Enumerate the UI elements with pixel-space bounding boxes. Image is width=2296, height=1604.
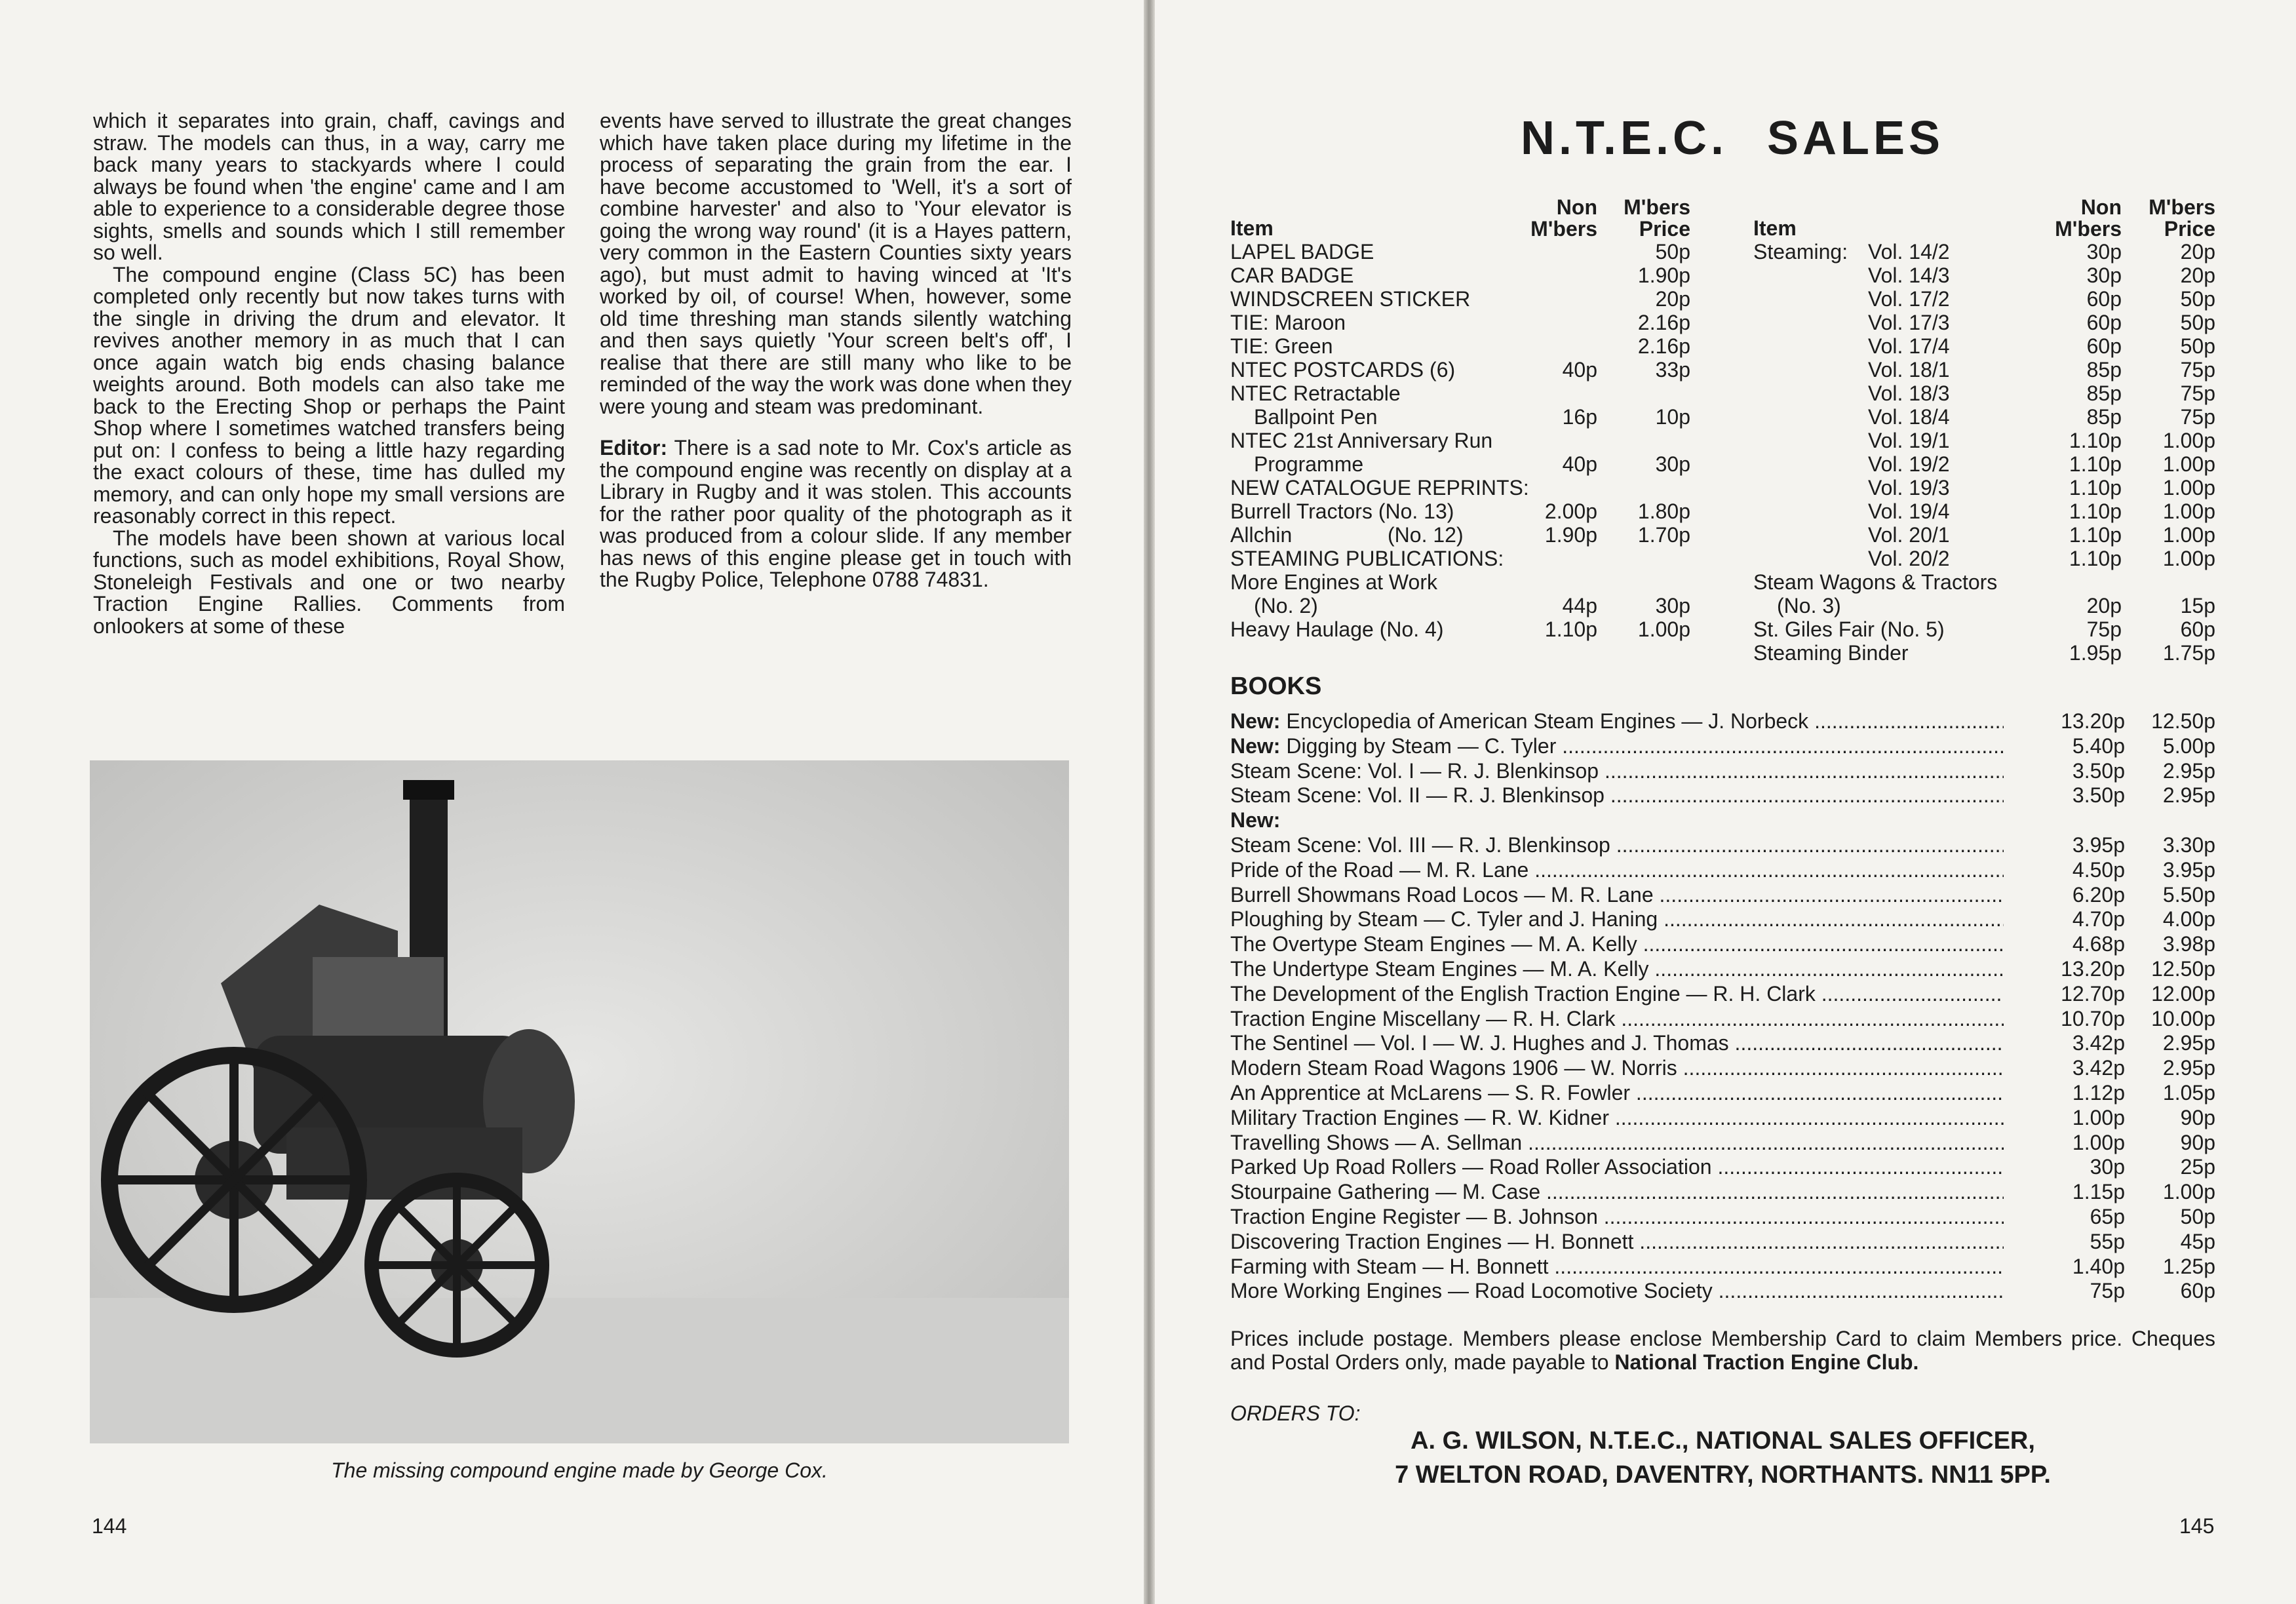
non-member-price: 1.95p bbox=[2069, 641, 2122, 665]
non-member-price: 3.50p bbox=[2072, 783, 2125, 808]
book-title bbox=[1230, 982, 2004, 1007]
table-row bbox=[1230, 287, 1709, 311]
catalogue-heading: NEW CATALOGUE REPRINTS: bbox=[1230, 476, 1529, 499]
item-number: (No. 12) bbox=[1388, 523, 1464, 547]
table-row bbox=[1230, 405, 1709, 429]
table-row bbox=[1753, 429, 2215, 452]
member-price: 12.50p bbox=[2151, 956, 2215, 981]
table-row bbox=[1230, 264, 1709, 287]
book-title-text: Pride of the Road — M. R. Lane bbox=[1230, 857, 1529, 882]
book-title bbox=[1230, 833, 2004, 858]
non-member-price: 1.10p bbox=[1544, 617, 1597, 641]
article-column-left bbox=[93, 110, 565, 637]
sales-table-right bbox=[1753, 197, 2215, 665]
non-member-price: 4.68p bbox=[2072, 932, 2125, 956]
book-row bbox=[1230, 1205, 2215, 1230]
title-ntec: N.T.E.C. bbox=[1521, 112, 1728, 165]
item-name: Allchin bbox=[1230, 523, 1293, 547]
book-row bbox=[1230, 1255, 2215, 1280]
book-title-text: Ploughing by Steam — C. Tyler and J. Haning bbox=[1230, 907, 1658, 931]
book-row bbox=[1230, 783, 2215, 808]
item-name: NTEC POSTCARDS (6) bbox=[1230, 358, 1456, 381]
book-row bbox=[1230, 1007, 2215, 1032]
book-title bbox=[1230, 883, 2004, 908]
book-title bbox=[1230, 932, 2004, 957]
left-page bbox=[0, 0, 1144, 1604]
member-price: 2.16p bbox=[1637, 334, 1690, 358]
table-row bbox=[1753, 405, 2215, 429]
table-row bbox=[1753, 476, 2215, 499]
non-member-price: 3.50p bbox=[2072, 758, 2125, 783]
header-mb-1: M'bers bbox=[2149, 195, 2215, 219]
book-row bbox=[1230, 1081, 2215, 1106]
table-row bbox=[1753, 594, 2215, 617]
member-price: 1.00p bbox=[2162, 429, 2215, 452]
header-mb-2: Price bbox=[1639, 217, 1690, 241]
item-name: TIE: Maroon bbox=[1230, 311, 1346, 334]
book-title-text: Steam Scene: Vol. III — R. J. Blenkinsop bbox=[1230, 832, 1610, 857]
table-header bbox=[1230, 197, 1709, 240]
member-price: 30p bbox=[1655, 452, 1690, 476]
sales-address bbox=[1230, 1424, 2215, 1492]
book-row bbox=[1230, 709, 2215, 734]
member-price: 75p bbox=[2180, 381, 2215, 405]
non-member-price: 1.40p bbox=[2072, 1254, 2125, 1278]
editor-note bbox=[600, 437, 1072, 591]
book-title bbox=[1230, 734, 2004, 759]
non-member-price: 1.10p bbox=[2069, 476, 2122, 499]
non-member-price: 30p bbox=[2086, 264, 2122, 287]
traction-engine-photo bbox=[90, 760, 1069, 1443]
book-title-text: Traction Engine Miscellany — R. H. Clark bbox=[1230, 1006, 1616, 1030]
table-row bbox=[1753, 358, 2215, 381]
table-row bbox=[1753, 381, 2215, 405]
member-price: 10.00p bbox=[2151, 1006, 2215, 1030]
new-heading-row bbox=[1230, 808, 2215, 833]
member-price: 60p bbox=[2180, 617, 2215, 641]
table-row bbox=[1753, 547, 2215, 570]
book-title-text: Encyclopedia of American Steam Engines — J. Norbeck bbox=[1286, 709, 1809, 733]
new-label: New: bbox=[1230, 808, 1281, 832]
table-row bbox=[1230, 452, 1709, 476]
member-price: 1.70p bbox=[1637, 523, 1690, 547]
book-title-text: Parked Up Road Rollers — Road Roller Association bbox=[1230, 1155, 1712, 1179]
book-title bbox=[1230, 1255, 2004, 1280]
member-price: 12.50p bbox=[2151, 709, 2215, 733]
book-title-text: More Working Engines — Road Locomotive Society bbox=[1230, 1279, 1713, 1303]
non-member-price: 5.40p bbox=[2072, 734, 2125, 758]
member-price: 75p bbox=[2180, 358, 2215, 381]
member-price: 20p bbox=[2180, 240, 2215, 264]
note-text: Prices include postage. Members please enclose Membership Card to claim Members price. Cheques and Postal Orders only, made payable to bbox=[1230, 1327, 2215, 1374]
member-price: 50p bbox=[1655, 240, 1690, 264]
member-price: 2.95p bbox=[2162, 758, 2215, 783]
member-price: 50p bbox=[2180, 287, 2215, 311]
price-note bbox=[1230, 1327, 2215, 1374]
books-heading: BOOKS bbox=[1230, 673, 1322, 700]
member-price: 1.00p bbox=[2162, 452, 2215, 476]
non-member-price: 1.90p bbox=[1544, 523, 1597, 547]
table-row bbox=[1753, 570, 2215, 594]
page-number: 144 bbox=[92, 1514, 127, 1538]
item-name: Steam Wagons & Tractors bbox=[1753, 570, 1998, 594]
publications-heading: STEAMING PUBLICATIONS: bbox=[1230, 547, 1504, 570]
member-price: 1.00p bbox=[2162, 547, 2215, 570]
table-row bbox=[1753, 523, 2215, 547]
item-name: St. Giles Fair (No. 5) bbox=[1753, 617, 1945, 641]
member-price: 1.00p bbox=[2162, 1180, 2215, 1204]
member-price: 10p bbox=[1655, 405, 1690, 429]
non-member-price: 16p bbox=[1562, 405, 1597, 429]
member-price: 15p bbox=[2180, 594, 2215, 617]
non-member-price: 30p bbox=[2086, 240, 2122, 264]
member-price: 90p bbox=[2180, 1130, 2215, 1154]
non-member-price: 1.00p bbox=[2072, 1105, 2125, 1129]
volume-name: Vol. 19/1 bbox=[1868, 429, 1950, 452]
book-row bbox=[1230, 1031, 2215, 1056]
book-title-text: Traction Engine Register — B. Johnson bbox=[1230, 1204, 1598, 1228]
table-row bbox=[1753, 240, 2215, 264]
table-header bbox=[1753, 197, 2215, 240]
member-price: 12.00p bbox=[2151, 981, 2215, 1006]
non-member-price: 6.20p bbox=[2072, 882, 2125, 907]
section-heading bbox=[1230, 476, 1709, 499]
book-title-text: The Undertype Steam Engines — M. A. Kelly bbox=[1230, 956, 1649, 981]
section-heading bbox=[1230, 547, 1709, 570]
header-members bbox=[1556, 195, 1690, 241]
book-row bbox=[1230, 833, 2215, 858]
non-member-price: 44p bbox=[1562, 594, 1597, 617]
item-name: LAPEL BADGE bbox=[1230, 240, 1374, 264]
book-title-text: Steam Scene: Vol. I — R. J. Blenkinsop bbox=[1230, 758, 1599, 783]
book-title-text: Travelling Shows — A. Sellman bbox=[1230, 1130, 1523, 1154]
table-row bbox=[1230, 594, 1709, 617]
non-member-price: 1.15p bbox=[2072, 1180, 2125, 1204]
volume-name: Vol. 18/3 bbox=[1868, 381, 1950, 405]
table-row bbox=[1230, 240, 1709, 264]
non-member-price: 1.12p bbox=[2072, 1080, 2125, 1105]
item-name: Ballpoint Pen bbox=[1254, 405, 1378, 429]
member-price: 33p bbox=[1655, 358, 1690, 381]
member-price: 1.90p bbox=[1637, 264, 1690, 287]
book-title bbox=[1230, 709, 2004, 734]
item-name: NTEC Retractable bbox=[1230, 381, 1401, 405]
non-member-price: 1.10p bbox=[2069, 547, 2122, 570]
member-price: 2.95p bbox=[2162, 783, 2215, 808]
member-price: 90p bbox=[2180, 1105, 2215, 1129]
orders-label: ORDERS TO: bbox=[1230, 1401, 1361, 1425]
member-price: 60p bbox=[2180, 1279, 2215, 1303]
volume-name: Vol. 18/1 bbox=[1868, 358, 1950, 381]
book-title-text: Modern Steam Road Wagons 1906 — W. Norris bbox=[1230, 1056, 1677, 1080]
book-row bbox=[1230, 1230, 2215, 1255]
book-title bbox=[1230, 1081, 2004, 1106]
non-member-price: 4.50p bbox=[2072, 857, 2125, 882]
book-title bbox=[1230, 1155, 2004, 1180]
non-member-price: 4.70p bbox=[2072, 907, 2125, 931]
book-title-text: The Development of the English Traction Engine — R. H. Clark bbox=[1230, 981, 1816, 1006]
non-member-price: 3.42p bbox=[2072, 1056, 2125, 1080]
books-scene bbox=[1230, 759, 2215, 809]
book-title bbox=[1230, 1007, 2004, 1032]
book-title bbox=[1230, 1056, 2004, 1081]
book-title-text: Stourpaine Gathering — M. Case bbox=[1230, 1180, 1541, 1204]
member-price: 1.75p bbox=[2162, 641, 2215, 665]
book-title bbox=[1230, 759, 2004, 784]
editor-note-text: There is a sad note to Mr. Cox's article as the compound engine was recently on display at a Library in Rugby and it was stolen. This accounts for the rather poor quality of the photograph as it was produced from a colour slide. If any member has news of this engine please get in touch with the Rugby Police, Telephone 0788 74831. bbox=[600, 436, 1072, 591]
article-paragraph: events have served to illustrate the great changes which have taken place during my lifetime in the process of separating the grain from the ear. I have become accustomed to 'Well, it's a sort of combine harvester' and also to 'Your elevator is going the wrong way round' (it is a Hayes pattern, very common in the Eastern Counties sixty years ago), but must admit to having winced at 'It's worked by oil, of course! When, however, some old time threshing man stands silently watching and then says quietly 'Your screen belt's off', I realise that there are still many who like to be reminded of the way the work was done when they were young and steam was predominant. bbox=[600, 109, 1072, 418]
book-title bbox=[1230, 1205, 2004, 1230]
volume-name: Vol. 20/1 bbox=[1868, 523, 1950, 547]
table-row bbox=[1230, 570, 1709, 594]
non-member-price: 75p bbox=[2086, 617, 2122, 641]
header-non-1: Non bbox=[2080, 195, 2122, 219]
book-title-text: Steam Scene: Vol. II — R. J. Blenkinsop bbox=[1230, 783, 1605, 808]
member-price: 2.16p bbox=[1637, 311, 1690, 334]
member-price: 20p bbox=[2180, 264, 2215, 287]
non-member-price: 85p bbox=[2086, 381, 2122, 405]
table-row bbox=[1753, 452, 2215, 476]
volume-name: Vol. 17/2 bbox=[1868, 287, 1950, 311]
non-member-price: 3.42p bbox=[2072, 1031, 2125, 1055]
non-member-price: 85p bbox=[2086, 405, 2122, 429]
non-member-price: 13.20p bbox=[2061, 956, 2125, 981]
book-title-text: Military Traction Engines — R. W. Kidner bbox=[1230, 1105, 1609, 1129]
book-title bbox=[1230, 957, 2004, 982]
non-member-price: 65p bbox=[2090, 1204, 2125, 1228]
item-name: WINDSCREEN STICKER bbox=[1230, 287, 1471, 311]
item-name: Programme bbox=[1254, 452, 1364, 476]
book-title bbox=[1230, 1131, 2004, 1156]
table-row bbox=[1230, 358, 1709, 381]
member-price: 3.30p bbox=[2162, 832, 2215, 857]
member-price: 5.00p bbox=[2162, 734, 2215, 758]
non-member-price: 75p bbox=[2090, 1279, 2125, 1303]
book-title bbox=[1230, 1031, 2004, 1056]
book-row bbox=[1230, 932, 2215, 957]
member-price: 50p bbox=[2180, 334, 2215, 358]
table-row bbox=[1230, 381, 1709, 405]
header-mb-2: Price bbox=[2164, 217, 2215, 241]
editor-label: Editor: bbox=[600, 436, 668, 460]
non-member-price: 1.10p bbox=[2069, 429, 2122, 452]
non-member-price: 55p bbox=[2090, 1229, 2125, 1253]
non-member-price: 60p bbox=[2086, 334, 2122, 358]
book-row bbox=[1230, 1155, 2215, 1180]
member-price: 1.00p bbox=[2162, 476, 2215, 499]
page-title bbox=[1521, 111, 1944, 165]
table-row bbox=[1230, 523, 1709, 547]
book-title bbox=[1230, 907, 2004, 932]
member-price: 30p bbox=[1655, 594, 1690, 617]
non-member-price: 85p bbox=[2086, 358, 2122, 381]
book-title-text: Digging by Steam — C. Tyler bbox=[1286, 734, 1557, 758]
header-members bbox=[2084, 197, 2215, 240]
book-title bbox=[1230, 783, 2004, 808]
item-name: NTEC 21st Anniversary Run bbox=[1230, 429, 1493, 452]
steaming-volumes bbox=[1753, 240, 2215, 570]
header-non-2: M'bers bbox=[1530, 217, 1597, 241]
item-name: TIE: Green bbox=[1230, 334, 1333, 358]
books-new-top bbox=[1230, 709, 2215, 759]
non-member-price: 30p bbox=[2090, 1155, 2125, 1179]
non-member-price: 3.95p bbox=[2072, 832, 2125, 857]
member-price: 1.00p bbox=[2162, 523, 2215, 547]
item-name: CAR BADGE bbox=[1230, 264, 1354, 287]
member-price: 1.05p bbox=[2162, 1080, 2215, 1105]
volume-name: Vol. 19/2 bbox=[1868, 452, 1950, 476]
book-title bbox=[1230, 1279, 2004, 1304]
volume-name: Vol. 19/4 bbox=[1868, 499, 1950, 523]
volume-name: Vol. 18/4 bbox=[1868, 405, 1950, 429]
member-price: 1.00p bbox=[1637, 617, 1690, 641]
item-name: Steaming Binder bbox=[1753, 641, 1909, 665]
photo-caption: The missing compound engine made by George Cox. bbox=[331, 1458, 828, 1482]
table-row bbox=[1753, 287, 2215, 311]
book-row bbox=[1230, 957, 2215, 982]
member-price: 25p bbox=[2180, 1155, 2215, 1179]
item-name: More Engines at Work bbox=[1230, 570, 1437, 594]
article-paragraph: The models have been shown at various local functions, such as model exhibitions, Royal Show, Stoneleigh Festivals and one or two nearby Traction Engine Rallies. Comments from onlookers at some of these bbox=[93, 526, 565, 638]
table-row bbox=[1753, 311, 2215, 334]
member-price: 1.00p bbox=[2162, 499, 2215, 523]
page-number: 145 bbox=[2179, 1514, 2215, 1538]
book-row bbox=[1230, 982, 2215, 1007]
steaming-label: Steaming: bbox=[1753, 240, 1848, 264]
member-price: 45p bbox=[2180, 1229, 2215, 1253]
sales-table-left bbox=[1230, 197, 1709, 641]
non-member-price: 13.20p bbox=[2061, 709, 2125, 733]
books-new-list bbox=[1230, 833, 2215, 1304]
table-row bbox=[1230, 429, 1709, 452]
address-line-2: 7 WELTON ROAD, DAVENTRY, NORTHANTS. NN11 5PP. bbox=[1395, 1461, 2051, 1489]
book-row bbox=[1230, 1106, 2215, 1131]
book-row bbox=[1230, 858, 2215, 883]
book-title-text: Burrell Showmans Road Locos — M. R. Lane bbox=[1230, 882, 1654, 907]
item-name: Burrell Tractors (No. 13) bbox=[1230, 499, 1454, 523]
table-row bbox=[1753, 334, 2215, 358]
new-label: New: bbox=[1230, 734, 1281, 758]
item-name: Heavy Haulage (No. 4) bbox=[1230, 617, 1444, 641]
book-row bbox=[1230, 1180, 2215, 1205]
volume-name: Vol. 20/2 bbox=[1868, 547, 1950, 570]
header-non-2: M'bers bbox=[2055, 217, 2122, 241]
address-line-1: A. G. WILSON, N.T.E.C., NATIONAL SALES OFFICER, bbox=[1411, 1427, 2035, 1455]
member-price: 4.00p bbox=[2162, 907, 2215, 931]
book-row bbox=[1230, 734, 2215, 759]
non-member-price: 1.10p bbox=[2069, 523, 2122, 547]
non-member-price: 12.70p bbox=[2061, 981, 2125, 1006]
table-row bbox=[1753, 499, 2215, 523]
member-price: 75p bbox=[2180, 405, 2215, 429]
volume-name: Vol. 14/3 bbox=[1868, 264, 1950, 287]
article-paragraph: The compound engine (Class 5C) has been completed only recently but now takes turns with the single in driving the drum and elevator. It revives another memory in as much that I can once again watch big ends chasing balance weights around. Both models can also take me back to the Erecting Shop or perhaps the Paint Shop where I sometimes watched transfers being put on: I confess to being a little hazy regarding the exact colours of these, time has dulled my memory, and can only hope my small versions are reasonably correct in this repect. bbox=[93, 262, 565, 528]
member-price: 50p bbox=[2180, 1204, 2215, 1228]
member-price: 20p bbox=[1655, 287, 1690, 311]
book-row bbox=[1230, 907, 2215, 932]
book-row bbox=[1230, 1131, 2215, 1156]
non-member-price: 1.10p bbox=[2069, 499, 2122, 523]
non-member-price: 1.00p bbox=[2072, 1130, 2125, 1154]
item-name: (No. 3) bbox=[1777, 594, 1841, 617]
book-title-text: The Sentinel — Vol. I — W. J. Hughes and J. Thomas bbox=[1230, 1031, 1729, 1055]
book-title bbox=[1230, 858, 2004, 883]
non-member-price: 2.00p bbox=[1544, 499, 1597, 523]
member-price: 2.95p bbox=[2162, 1056, 2215, 1080]
book-title bbox=[1230, 1106, 2004, 1131]
book-title-text: An Apprentice at McLarens — S. R. Fowler bbox=[1230, 1080, 1631, 1105]
header-item: Item bbox=[1230, 216, 1274, 240]
table-row bbox=[1230, 617, 1709, 641]
non-member-price: 10.70p bbox=[2061, 1006, 2125, 1030]
member-price: 2.95p bbox=[2162, 1031, 2215, 1055]
volume-name: Vol. 17/3 bbox=[1868, 311, 1950, 334]
table-row bbox=[1753, 617, 2215, 641]
item-name: (No. 2) bbox=[1254, 594, 1318, 617]
non-member-price: 20p bbox=[2086, 594, 2122, 617]
table-row bbox=[1230, 311, 1709, 334]
book-title bbox=[1230, 1230, 2004, 1255]
header-item: Item bbox=[1753, 216, 1797, 240]
book-row bbox=[1230, 1056, 2215, 1081]
book-title-text: Farming with Steam — H. Bonnett bbox=[1230, 1254, 1549, 1278]
table-row bbox=[1753, 641, 2215, 665]
volume-name: Vol. 14/2 bbox=[1868, 240, 1950, 264]
volume-name: Vol. 17/4 bbox=[1868, 334, 1950, 358]
book-gutter bbox=[1144, 0, 1155, 1604]
note-club-name: National Traction Engine Club. bbox=[1614, 1350, 1919, 1374]
member-price: 50p bbox=[2180, 311, 2215, 334]
table-row bbox=[1230, 334, 1709, 358]
member-price: 3.98p bbox=[2162, 932, 2215, 956]
table-row bbox=[1230, 499, 1709, 523]
article-paragraph: which it separates into grain, chaff, cavings and straw. The models can thus, in a way, carry me back many years to stackyards where I could always be found when 'the engine' came and I am able to experience to a considerable degree those sights, smells and sounds which I still remember so well. bbox=[93, 109, 565, 264]
non-member-price: 60p bbox=[2086, 287, 2122, 311]
book-title-text: Discovering Traction Engines — H. Bonnett bbox=[1230, 1229, 1634, 1253]
article-column-right bbox=[600, 110, 1072, 591]
title-sales: SALES bbox=[1767, 112, 1945, 165]
non-member-price: 40p bbox=[1562, 358, 1597, 381]
book-title-text: The Overtype Steam Engines — M. A. Kelly bbox=[1230, 932, 1637, 956]
book-title bbox=[1230, 1180, 2004, 1205]
new-label: New: bbox=[1230, 709, 1281, 733]
book-row bbox=[1230, 759, 2215, 784]
header-mb-1: M'bers bbox=[1624, 195, 1690, 219]
header-non-1: Non bbox=[1556, 195, 1597, 219]
member-price: 3.95p bbox=[2162, 857, 2215, 882]
book-row bbox=[1230, 1279, 2215, 1304]
non-member-price: 40p bbox=[1562, 452, 1597, 476]
member-price: 5.50p bbox=[2162, 882, 2215, 907]
books-list bbox=[1230, 709, 2215, 1304]
member-price: 1.80p bbox=[1637, 499, 1690, 523]
volume-name: Vol. 19/3 bbox=[1868, 476, 1950, 499]
member-price: 1.25p bbox=[2162, 1254, 2215, 1278]
non-member-price: 60p bbox=[2086, 311, 2122, 334]
table-row bbox=[1753, 264, 2215, 287]
non-member-price: 1.10p bbox=[2069, 452, 2122, 476]
book-row bbox=[1230, 883, 2215, 908]
